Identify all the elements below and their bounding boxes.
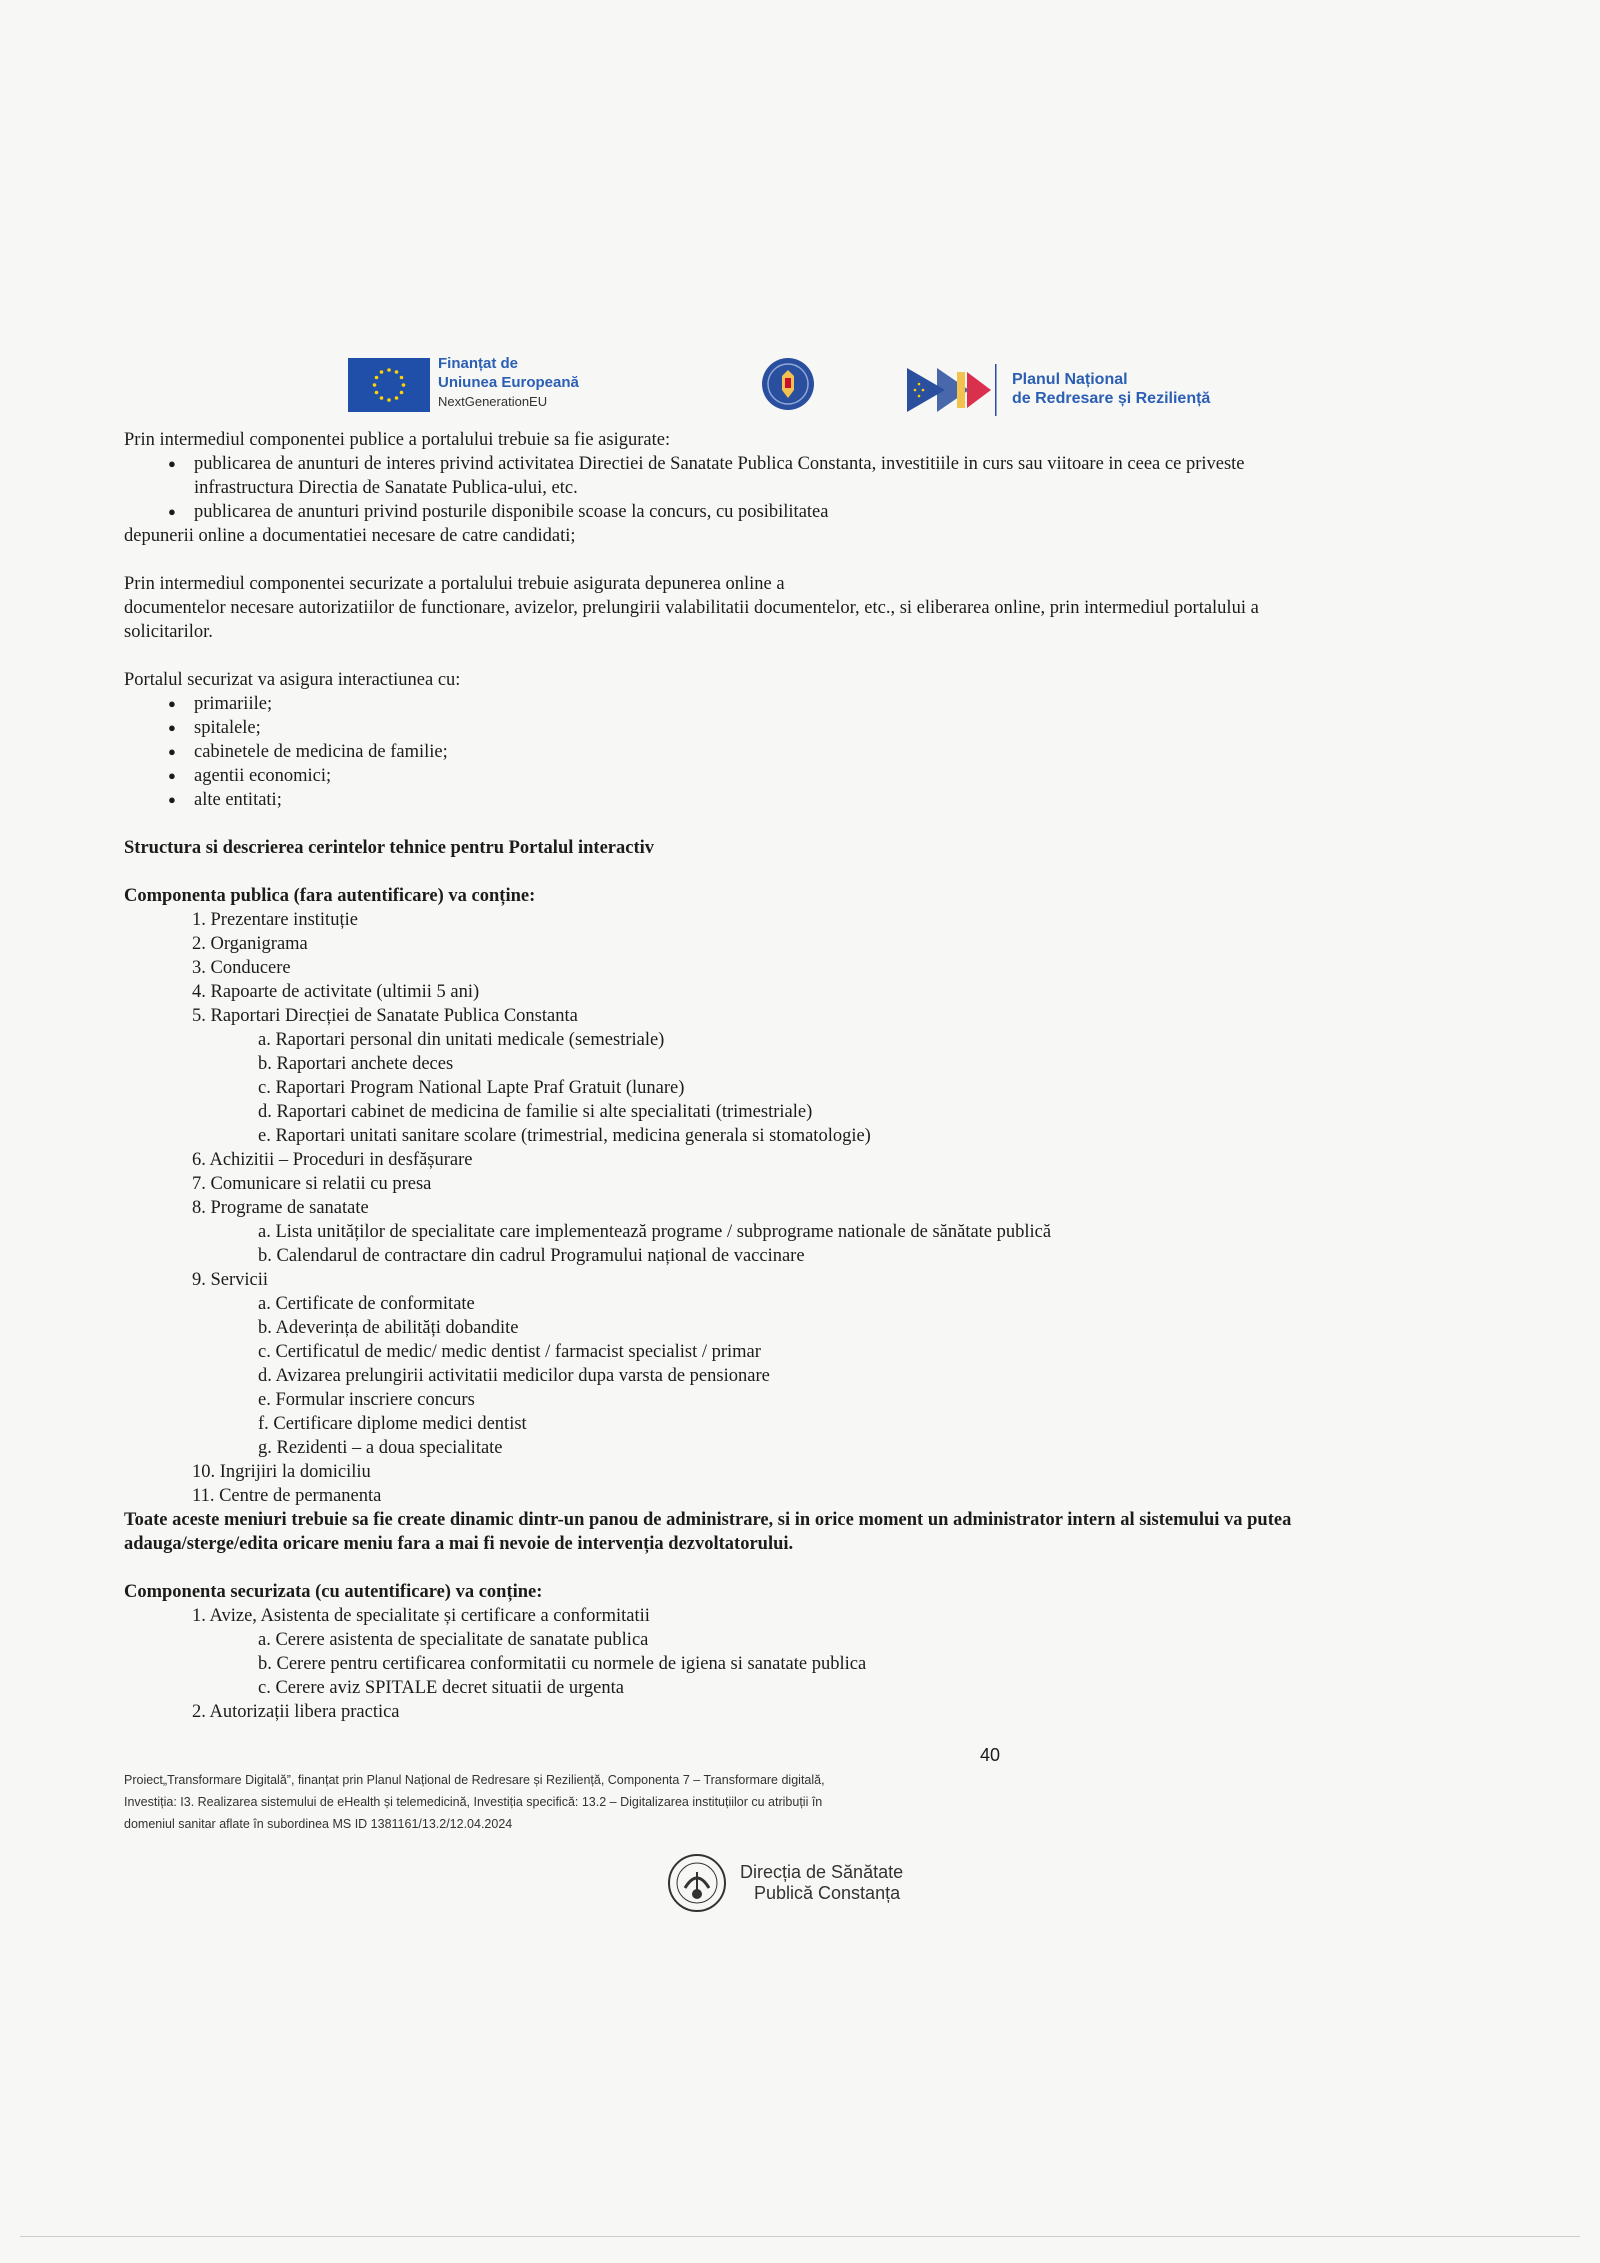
sub-list-item: e. Formular inscriere concurs: [258, 1390, 475, 1410]
sub-list-item: b. Calendarul de contractare din cadrul Programului național de vaccinare: [258, 1246, 805, 1266]
sub-list-item: d. Raportari cabinet de medicina de familie si alte specialitati (trimestriale): [258, 1102, 813, 1122]
eu-line1: Finanțat de: [438, 355, 519, 372]
sub-list-item: a. Certificate de conformitate: [258, 1294, 475, 1314]
pnrr-label: [1012, 370, 1210, 408]
list-item: 2. Autorizații libera practica: [192, 1702, 400, 1722]
list-item: 8. Programe de sanatate: [192, 1198, 369, 1218]
pnrr-line1: Planul Național: [1012, 371, 1128, 388]
bullet-dot-icon: ●: [168, 768, 176, 783]
page-edge-line: [20, 2236, 1580, 2237]
list-item: 3. Conducere: [192, 958, 291, 978]
pnrr-logo-icon: [907, 364, 997, 416]
eu-line3: NextGenerationEU: [438, 394, 548, 409]
funding-footer: [124, 1769, 984, 1835]
sub-list-item: b. Cerere pentru certificarea conformitatii cu normele de igiena si sanatate publica: [258, 1654, 867, 1674]
sub-list-item: b. Raportari anchete deces: [258, 1054, 454, 1074]
paragraph-line: documentelor necesare autorizatiilor de functionare, avizelor, prelungirii valabilitatii documentelor, etc., si eliberarea online, prin intermediul portalului a: [124, 598, 1259, 618]
eu-flag-icon: [348, 358, 430, 412]
section-heading: Structura si descrierea cerintelor tehnice pentru Portalul interactiv: [124, 838, 655, 858]
page-number: 40: [980, 1745, 1001, 1765]
bullet-dot-icon: ●: [168, 456, 176, 471]
paragraph-line: Prin intermediul componentei securizate a portalului trebuie asigurata depunerea online a: [124, 574, 785, 594]
dsp-seal-icon: [655, 1852, 739, 1914]
bullet-text: publicarea de anunturi privind posturile disponibile scoase la concurs, cu posibilitatea: [194, 502, 829, 522]
list-item: 4. Rapoarte de activitate (ultimii 5 ani): [192, 982, 480, 1002]
list-item: 6. Achizitii – Proceduri in desfășurare: [192, 1150, 473, 1170]
sub-list-item: g. Rezidenti – a doua specialitate: [258, 1438, 503, 1458]
bullet-dot-icon: ●: [168, 744, 176, 759]
dsp-label: [740, 1862, 903, 1904]
bullet-text-continuation: depunerii online a documentatiei necesare de catre candidati;: [124, 526, 576, 546]
paragraph-line: solicitarilor.: [124, 622, 213, 642]
interaction-item-text: alte entitati;: [194, 790, 282, 810]
sub-list-item: c. Raportari Program National Lapte Praf Gratuit (lunare): [258, 1078, 685, 1098]
dsp-line1: Direcția de Sănătate: [740, 1862, 904, 1882]
list-item: 7. Comunicare si relatii cu presa: [192, 1174, 432, 1194]
bullet-dot-icon: ●: [168, 720, 176, 735]
interaction-item-text: primariile;: [194, 694, 273, 714]
list-item: 5. Raportari Direcției de Sanatate Publica Constanta: [192, 1006, 578, 1026]
sub-list-item: c. Cerere aviz SPITALE decret situatii de urgenta: [258, 1678, 624, 1698]
sub-list-item: e. Raportari unitati sanitare scolare (trimestrial, medicina generala si stomatologie): [258, 1126, 871, 1146]
list-item: 2. Organigrama: [192, 934, 308, 954]
footer-line: Investiția: I3. Realizarea sistemului de eHealth și telemedicină, Investiția specifică: 13.2 – Digitalizarea instituțiilor cu atribuții în: [124, 1795, 823, 1809]
bullet-text: publicarea de anunturi de interes privind activitatea Directiei de Sanatate Publica Constanta, investitiile in curs sau viitoare in ceea ce priveste: [194, 454, 1245, 474]
interaction-item: [168, 716, 261, 740]
interaction-intro: Portalul securizat va asigura interactiunea cu:: [124, 670, 461, 690]
bullet-item: [168, 452, 1245, 476]
list-item: 9. Servicii: [192, 1270, 269, 1290]
bullet-dot-icon: ●: [168, 504, 176, 519]
list-item: 1. Avize, Asistenta de specialitate și certificare a conformitatii: [192, 1606, 650, 1626]
footer-line: domeniul sanitar aflate în subordinea MS ID 1381161/13.2/12.04.2024: [124, 1817, 513, 1831]
list-item: 1. Prezentare instituție: [192, 910, 358, 930]
sub-list-item: a. Raportari personal din unitati medicale (semestriale): [258, 1030, 665, 1050]
bullet-text-continuation: infrastructura Directia de Sanatate Publica-ului, etc.: [194, 478, 578, 498]
eu-funding-label: [438, 354, 579, 411]
interaction-item-text: cabinetele de medicina de familie;: [194, 742, 448, 762]
bullet-dot-icon: ●: [168, 792, 176, 807]
sub-list-item: b. Adeverința de abilități dobandite: [258, 1318, 519, 1338]
dsp-line2: Publică Constanța: [754, 1883, 901, 1903]
list-item: 10. Ingrijiri la domiciliu: [192, 1462, 371, 1482]
romania-government-emblem-icon: [760, 356, 816, 412]
secure-component-heading: Componenta securizata (cu autentificare) va conține:: [124, 1582, 543, 1602]
sub-list-item: a. Lista unităților de specialitate care implementează programe / subprograme nationale de sănătate publică: [258, 1222, 1052, 1242]
public-component-heading: Componenta publica (fara autentificare) va conține:: [124, 886, 536, 906]
sub-list-item: a. Cerere asistenta de specialitate de sanatate publica: [258, 1630, 649, 1650]
header-logos: [0, 352, 1600, 427]
sub-list-item: d. Avizarea prelungirii activitatii medicilor dupa varsta de pensionare: [258, 1366, 770, 1386]
admin-note-line: Toate aceste meniuri trebuie sa fie create dinamic dintr-un panou de administrare, si in orice moment un administrator intern al sistemului va putea: [124, 1510, 1292, 1530]
interaction-item: [168, 788, 282, 812]
sub-list-item: f. Certificare diplome medici dentist: [258, 1414, 527, 1434]
list-item: 11. Centre de permanenta: [192, 1486, 382, 1506]
admin-note-line: adauga/sterge/edita oricare meniu fara a mai fi nevoie de intervenția dezvoltatorului.: [124, 1534, 794, 1554]
interaction-item-text: spitalele;: [194, 718, 261, 738]
interaction-item-text: agentii economici;: [194, 766, 332, 786]
eu-line2: Uniunea Europeană: [438, 374, 579, 391]
intro-text: Prin intermediul componentei publice a portalului trebuie sa fie asigurate:: [124, 430, 671, 450]
sub-list-item: c. Certificatul de medic/ medic dentist / farmacist specialist / primar: [258, 1342, 761, 1362]
interaction-item: [168, 740, 448, 764]
pnrr-line2: de Redresare și Reziliență: [1012, 390, 1211, 407]
interaction-item: [168, 692, 273, 716]
bullet-dot-icon: ●: [168, 696, 176, 711]
bullet-item: [168, 500, 829, 524]
interaction-item: [168, 764, 332, 788]
footer-line: Proiect„Transformare Digitală”, finanțat prin Planul Național de Redresare și Reziliență, Componenta 7 – Transformare digitală,: [124, 1773, 825, 1787]
